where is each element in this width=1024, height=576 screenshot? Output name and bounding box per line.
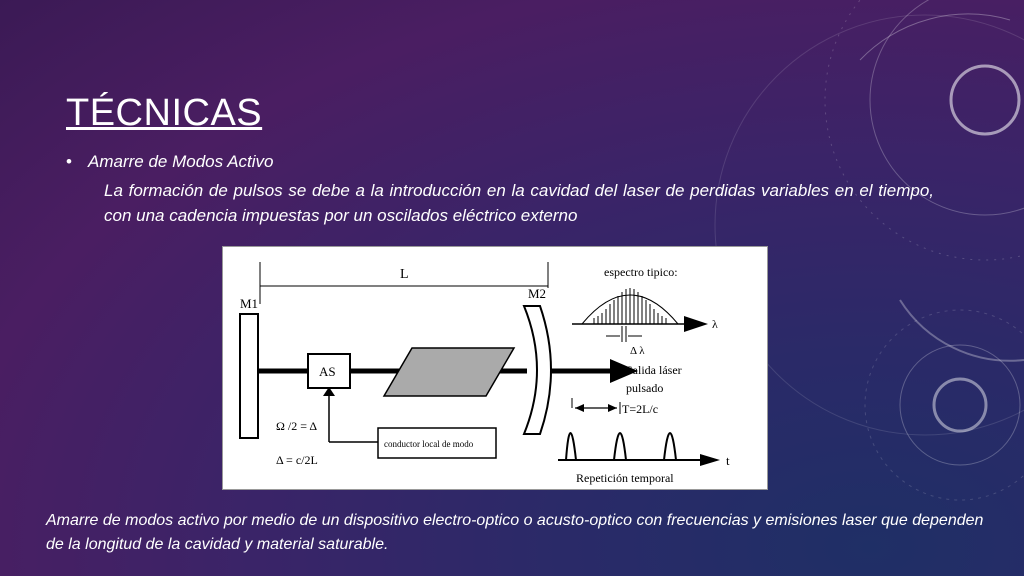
slide-title: TÉCNICAS xyxy=(66,92,263,134)
time-arrow-icon xyxy=(700,454,720,466)
spectrum-lines xyxy=(594,288,666,324)
label-eq1: Ω /2 = Δ xyxy=(276,419,318,433)
label-t: t xyxy=(726,453,730,468)
mode-locking-diagram xyxy=(222,246,768,490)
pulse xyxy=(664,433,676,460)
bullet-body: La formación de pulsos se debe a la introducción en la cavidad del laser de perdidas variables en el tiempo, con una cadencia impuestas por un oscilados eléctrico externo xyxy=(104,181,934,225)
label-delta-lambda: Δ λ xyxy=(630,345,645,357)
label-driver: conductor local de modo xyxy=(384,439,474,449)
label-eq2: Δ = c/2L xyxy=(276,453,318,467)
gain-medium xyxy=(384,348,514,396)
pulse xyxy=(566,433,576,460)
label-period: T=2L/c xyxy=(622,402,659,416)
bullet-heading: Amarre de Modos Activo xyxy=(88,152,274,171)
mirror-m2 xyxy=(524,306,551,434)
lambda-arrow-icon xyxy=(684,316,708,332)
mirror-m1 xyxy=(240,314,258,438)
label-repetition: Repetición temporal xyxy=(576,471,674,485)
bullet-item xyxy=(66,152,274,172)
slide-caption: Amarre de modos activo por medio de un dispositivo electro-optico o acusto-optico con frecuencias y emisiones laser que dependen de la longitud de la cavidad y material saturable. xyxy=(46,512,984,553)
label-spectrum: espectro tipico: xyxy=(604,265,678,279)
label-lambda: λ xyxy=(712,317,718,331)
label-M1: M1 xyxy=(240,296,259,311)
label-output-1: Salida láser xyxy=(626,363,682,377)
pulse xyxy=(614,433,626,460)
bullet-dot-icon: • xyxy=(66,152,72,171)
label-L: L xyxy=(400,267,409,282)
label-output-2: pulsado xyxy=(626,381,664,395)
label-AS: AS xyxy=(319,364,336,379)
label-M2: M2 xyxy=(528,286,547,301)
